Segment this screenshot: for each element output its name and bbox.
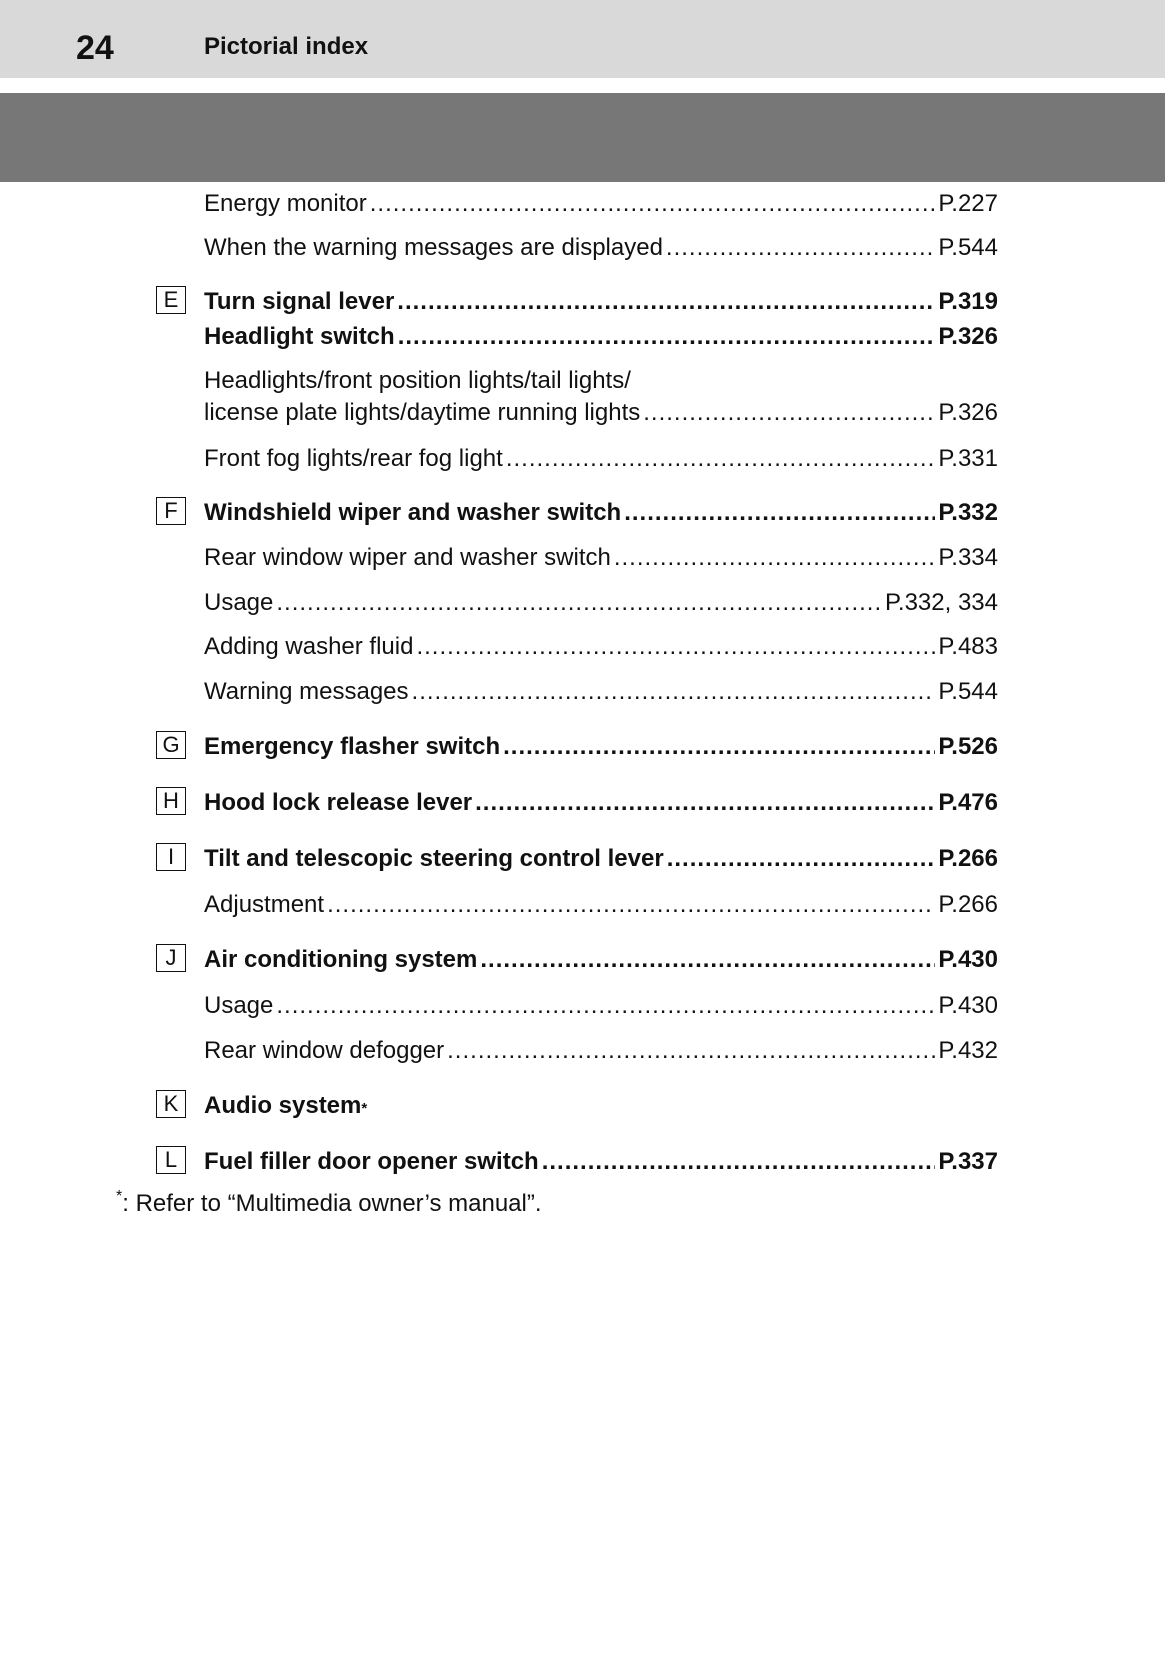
page-reference: P.331	[938, 445, 998, 472]
entry-label: Rear window defogger	[204, 1037, 445, 1064]
dot-leader	[398, 321, 936, 353]
index-entry-fuel-filler-door-opener-switch[interactable]	[204, 1146, 998, 1178]
page-reference: P.430	[938, 946, 998, 973]
entry-label: Warning messages	[204, 678, 409, 705]
index-entry-air-conditioning-system[interactable]	[204, 944, 998, 976]
dot-leader	[370, 188, 936, 220]
key-box-k: K	[156, 1090, 186, 1118]
entry-label: Fuel filler door opener switch	[204, 1148, 539, 1175]
entry-label: Usage	[204, 589, 274, 616]
index-entry-rear-window-defogger[interactable]	[204, 1035, 998, 1067]
page-reference: P.266	[938, 845, 998, 872]
index-entry-turn-signal-lever[interactable]	[204, 286, 998, 318]
entry-label: Adding washer fluid	[204, 633, 414, 660]
dot-leader	[667, 843, 936, 875]
page-reference: P.544	[938, 234, 998, 261]
entry-label: When the warning messages are displayed	[204, 234, 663, 261]
page-reference: P.332, 334	[884, 589, 998, 616]
page-reference: P.326	[938, 399, 998, 426]
index-entry-steering-adjustment[interactable]	[204, 889, 998, 921]
index-entry-rear-window-wiper-switch[interactable]	[204, 542, 998, 574]
dot-leader	[614, 542, 936, 574]
index-entry-air-conditioning-usage[interactable]	[204, 990, 998, 1022]
index-entry-headlight-switch[interactable]	[204, 321, 998, 353]
index-entry-energy-monitor[interactable]	[204, 188, 998, 220]
key-box-i: I	[156, 843, 186, 871]
key-box-j: J	[156, 944, 186, 972]
footnote-text: : Refer to “Multimedia owner’s manual”.	[122, 1190, 542, 1217]
index-entry-warning-messages-displayed[interactable]	[204, 232, 998, 264]
index-entry-hood-lock-release-lever[interactable]	[204, 787, 998, 819]
dot-leader	[475, 787, 935, 819]
dot-leader	[643, 397, 935, 429]
index-entry-wiper-usage[interactable]	[204, 587, 998, 619]
page-reference: P.483	[938, 633, 998, 660]
dot-leader	[506, 443, 936, 475]
entry-label: Hood lock release lever	[204, 789, 473, 816]
dot-leader	[624, 497, 935, 529]
entry-label: Tilt and telescopic steering control lever	[204, 845, 664, 872]
dot-leader	[542, 1146, 936, 1178]
entry-label: Windshield wiper and washer switch	[204, 499, 622, 526]
page-reference: P.430	[938, 992, 998, 1019]
footnote-mark: *	[116, 1188, 123, 1205]
page-reference: P.319	[938, 288, 998, 315]
entry-label: Usage	[204, 992, 274, 1019]
dot-leader	[447, 1035, 935, 1067]
page-reference: P.332	[938, 499, 998, 526]
dot-leader	[416, 631, 935, 663]
index-entry-audio-system[interactable]: Audio system *	[204, 1090, 998, 1122]
entry-label: Energy monitor	[204, 190, 367, 217]
index-entry-windshield-wiper-switch[interactable]	[204, 497, 998, 529]
page-reference: P.432	[938, 1037, 998, 1064]
dot-leader	[397, 286, 935, 318]
entry-label: Emergency flasher switch	[204, 733, 501, 760]
index-entry-headlights-position-lights[interactable]	[204, 365, 998, 429]
page-reference: P.326	[938, 323, 998, 350]
page-reference: P.337	[938, 1148, 998, 1175]
page-number: 24	[76, 29, 114, 67]
entry-label: license plate lights/daytime running lights	[204, 399, 641, 426]
entry-label: Front fog lights/rear fog light	[204, 445, 503, 472]
dot-leader	[327, 889, 935, 921]
dot-leader	[503, 731, 935, 763]
section-title: Pictorial index	[204, 33, 369, 60]
entry-label-line-1: Headlights/front position lights/tail lights/	[204, 367, 631, 394]
entry-label: Turn signal lever	[204, 288, 395, 315]
index-entry-tilt-telescopic-steering-lever[interactable]	[204, 843, 998, 875]
page-reference: P.266	[938, 891, 998, 918]
dot-leader	[276, 990, 935, 1022]
entry-label: Audio system	[204, 1092, 362, 1119]
dot-leader	[412, 676, 936, 708]
footnote	[116, 1188, 542, 1220]
index-entry-emergency-flasher-switch[interactable]	[204, 731, 998, 763]
key-box-l: L	[156, 1146, 186, 1174]
entry-label: Rear window wiper and washer switch	[204, 544, 611, 571]
entry-label: Air conditioning system	[204, 946, 478, 973]
dot-leader	[480, 944, 935, 976]
index-entry-wiper-warning-messages[interactable]	[204, 676, 998, 708]
page-reference: P.227	[938, 190, 998, 217]
key-box-g: G	[156, 731, 186, 759]
page-reference: P.544	[938, 678, 998, 705]
key-box-h: H	[156, 787, 186, 815]
dot-leader	[666, 232, 935, 264]
page-reference: P.334	[938, 544, 998, 571]
key-box-e: E	[156, 286, 186, 314]
entry-label: Adjustment	[204, 891, 325, 918]
key-box-f: F	[156, 497, 186, 525]
page-reference: P.476	[938, 789, 998, 816]
index-entry-front-fog-lights[interactable]	[204, 443, 998, 475]
entry-label: Headlight switch	[204, 323, 395, 350]
page-reference: P.526	[938, 733, 998, 760]
index-entry-adding-washer-fluid[interactable]	[204, 631, 998, 663]
dot-leader	[276, 587, 882, 619]
